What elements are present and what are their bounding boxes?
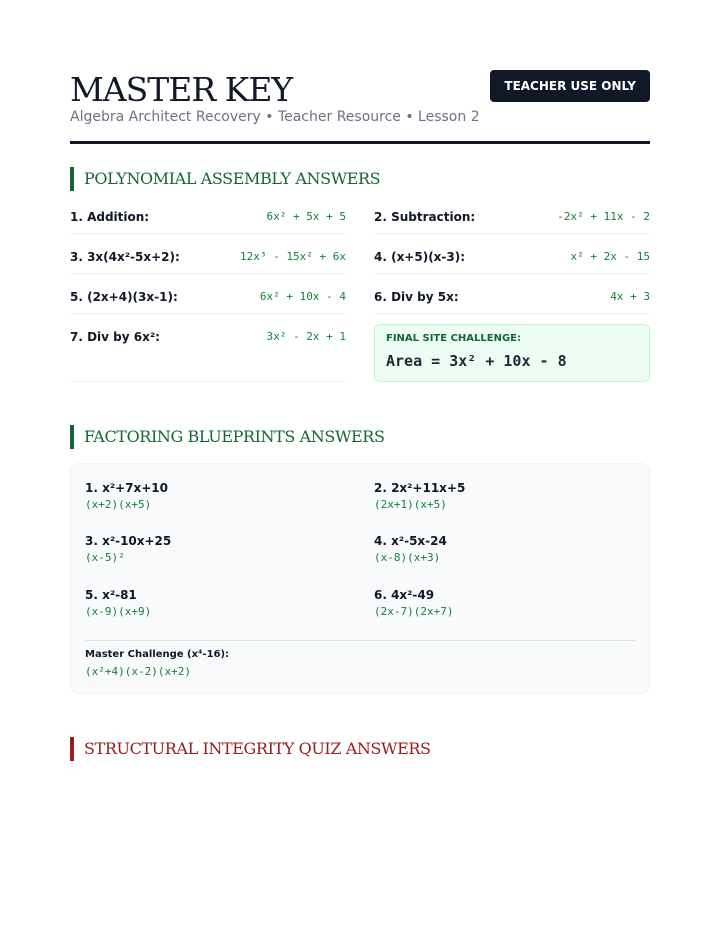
- polynomial-answer-row: [70, 288, 346, 314]
- factoring-item: [85, 480, 345, 516]
- factoring-problem: 6. 4x²-49: [374, 588, 435, 602]
- problem-label: 2. Subtraction:: [374, 210, 476, 224]
- factoring-problem: 3. x²-10x+25: [85, 534, 172, 548]
- answer-value: 6x² + 10x - 4: [259, 290, 346, 303]
- factoring-answer: (x+2)(x+5): [85, 498, 152, 511]
- polynomial-answer-row: [374, 208, 650, 234]
- polynomial-answer-row: [70, 248, 346, 274]
- factoring-answer: (x-5)²: [85, 551, 125, 564]
- master-challenge-answer: (x²+4)(x-2)(x+2): [85, 665, 191, 678]
- factoring-answer: (x-8)(x+3): [374, 551, 441, 564]
- answer-key-page: [70, 0, 650, 932]
- answer-value: -2x² + 11x - 2: [557, 210, 650, 223]
- factoring-item: [374, 587, 634, 623]
- factoring-item: [85, 587, 345, 623]
- challenge-label: FINAL SITE CHALLENGE:: [386, 333, 521, 344]
- problem-label: 3. 3x(4x²-5x+2):: [70, 250, 180, 264]
- polynomial-section-heading: POLYNOMIAL ASSEMBLY ANSWERS: [70, 167, 380, 191]
- answer-value: 6x² + 5x + 5: [266, 210, 346, 223]
- page-header: [70, 68, 650, 144]
- factoring-answer: (2x+1)(x+5): [374, 498, 447, 511]
- factoring-problem: 5. x²-81: [85, 588, 137, 602]
- answer-value: 12x³ - 15x² + 6x: [240, 250, 346, 263]
- polynomial-answer-row: [374, 288, 650, 314]
- page-subtitle: Algebra Architect Recovery • Teacher Resource • Lesson 2: [70, 109, 480, 125]
- problem-label: 1. Addition:: [70, 210, 150, 224]
- polynomial-answer-row: [70, 328, 346, 382]
- answer-value: 3x² - 2x + 1: [266, 330, 346, 343]
- problem-label: 6. Div by 5x:: [374, 290, 459, 304]
- factoring-problem: 1. x²+7x+10: [85, 481, 168, 495]
- factoring-item: [85, 533, 345, 569]
- problem-label: 7. Div by 6x²:: [70, 330, 160, 344]
- factoring-divider: [85, 640, 635, 641]
- answer-value: 4x + 3: [610, 290, 650, 303]
- factoring-answers-box: [70, 463, 650, 694]
- polynomial-answer-row: [374, 248, 650, 274]
- quiz-section-heading: STRUCTURAL INTEGRITY QUIZ ANSWERS: [70, 737, 431, 761]
- page-title: MASTER KEY: [70, 70, 293, 109]
- problem-label: 4. (x+5)(x-3):: [374, 250, 466, 264]
- master-challenge-problem: Master Challenge (x⁴-16):: [85, 649, 230, 660]
- factoring-section-heading: FACTORING BLUEPRINTS ANSWERS: [70, 425, 385, 449]
- polynomial-answer-row: [70, 208, 346, 234]
- problem-label: 5. (2x+4)(3x-1):: [70, 290, 178, 304]
- teacher-use-badge: TEACHER USE ONLY: [490, 70, 650, 102]
- factoring-item: [374, 533, 634, 569]
- header-divider: [70, 141, 650, 144]
- factoring-answer: (2x-7)(2x+7): [374, 605, 454, 618]
- factoring-problem: 4. x²-5x-24: [374, 534, 447, 548]
- factoring-item: [374, 480, 634, 516]
- factoring-answer: (x-9)(x+9): [85, 605, 152, 618]
- challenge-answer: Area = 3x² + 10x - 8: [386, 352, 567, 370]
- final-site-challenge-box: [374, 324, 650, 382]
- master-challenge: [85, 648, 229, 680]
- answer-value: x² + 2x - 15: [570, 250, 650, 263]
- factoring-problem: 2. 2x²+11x+5: [374, 481, 466, 495]
